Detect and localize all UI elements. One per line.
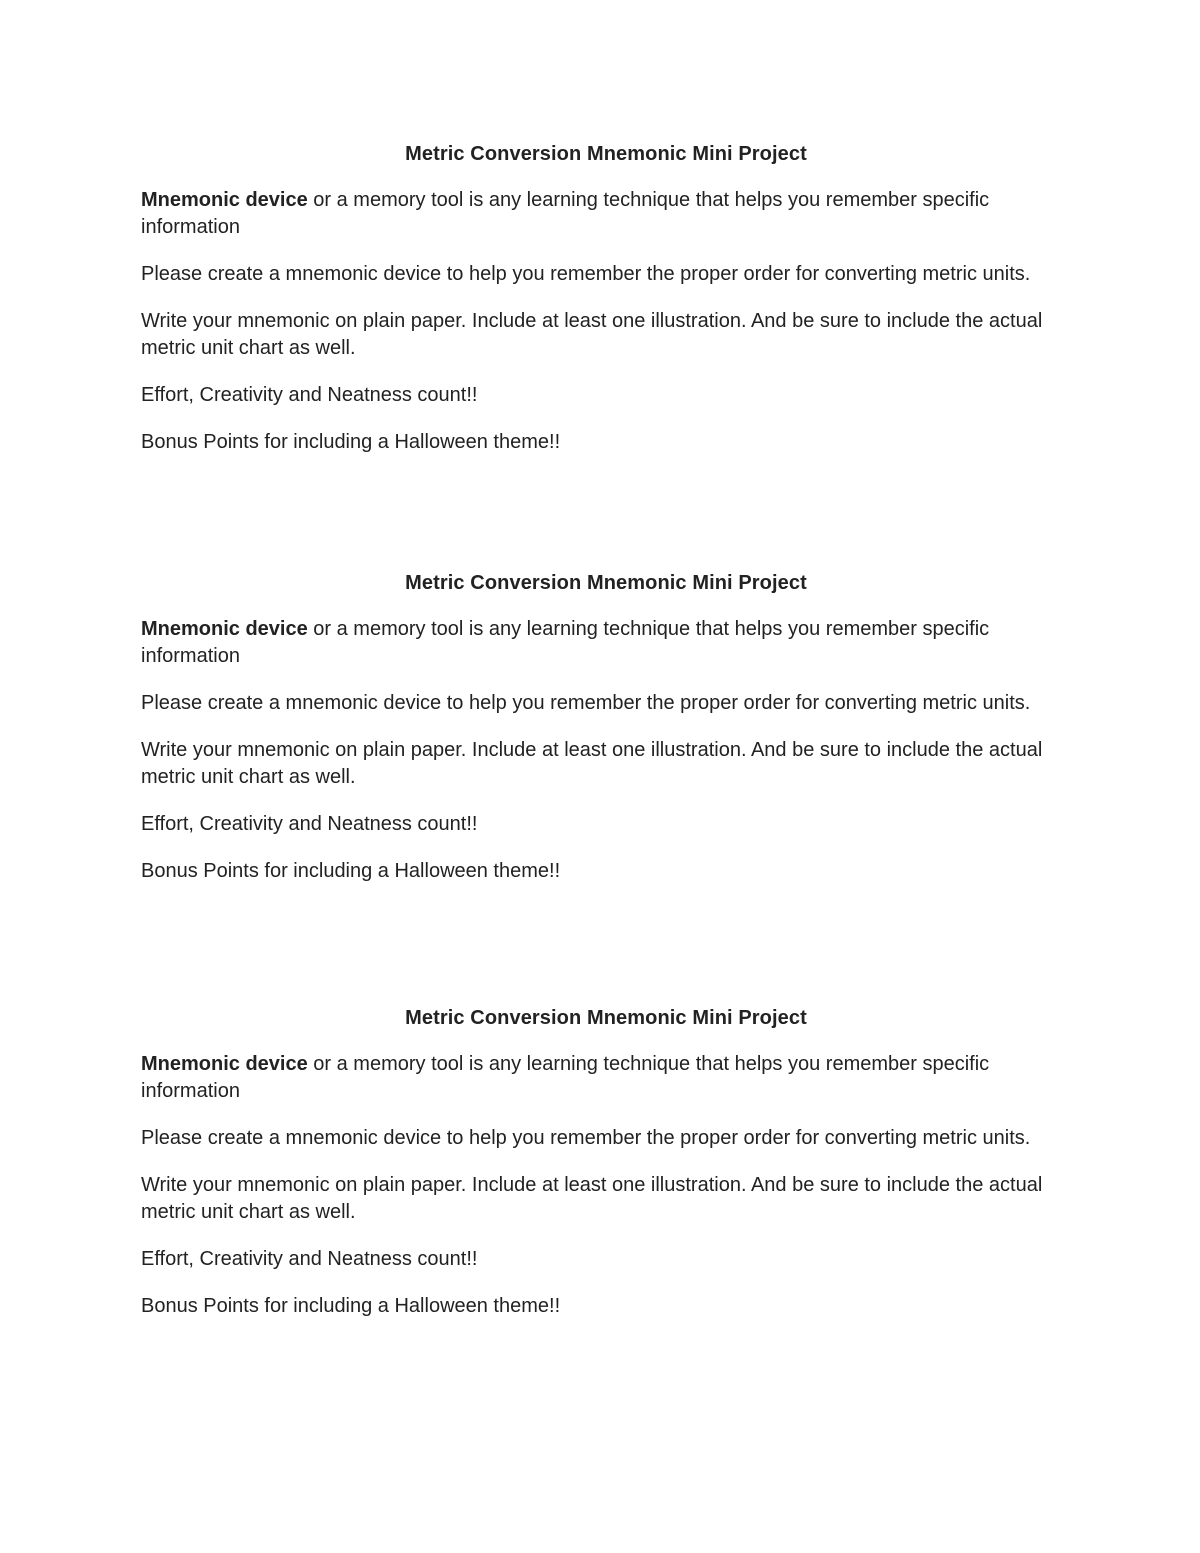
definition-paragraph	[141, 1051, 1071, 1105]
bonus-paragraph: Bonus Points for including a Halloween theme!!	[141, 1295, 561, 1317]
criteria-paragraph: Effort, Creativity and Neatness count!!	[141, 384, 478, 406]
definition-text: or a memory tool is any learning technique that helps you remember specific information	[141, 618, 990, 667]
project-section-1	[141, 141, 1071, 456]
project-section-3	[141, 1005, 1071, 1320]
instruction-paragraph: Please create a mnemonic device to help you remember the proper order for converting metric units.	[141, 263, 1031, 285]
bonus-paragraph: Bonus Points for including a Halloween theme!!	[141, 860, 561, 882]
definition-text: or a memory tool is any learning technique that helps you remember specific information	[141, 189, 990, 238]
requirements-paragraph: Write your mnemonic on plain paper. Include at least one illustration. And be sure to include the actual metric unit chart as well.	[141, 739, 1043, 788]
instruction-paragraph: Please create a mnemonic device to help you remember the proper order for converting metric units.	[141, 1127, 1031, 1149]
definition-term: Mnemonic device	[141, 1053, 308, 1075]
section-title: Metric Conversion Mnemonic Mini Project	[405, 143, 807, 165]
definition-paragraph	[141, 187, 1071, 241]
project-section-2	[141, 570, 1071, 885]
instruction-paragraph: Please create a mnemonic device to help you remember the proper order for converting metric units.	[141, 692, 1031, 714]
criteria-paragraph: Effort, Creativity and Neatness count!!	[141, 1248, 478, 1270]
section-title: Metric Conversion Mnemonic Mini Project	[405, 572, 807, 594]
bonus-paragraph: Bonus Points for including a Halloween theme!!	[141, 431, 561, 453]
requirements-paragraph: Write your mnemonic on plain paper. Include at least one illustration. And be sure to include the actual metric unit chart as well.	[141, 310, 1043, 359]
definition-paragraph	[141, 616, 1071, 670]
definition-text: or a memory tool is any learning technique that helps you remember specific information	[141, 1053, 990, 1102]
definition-term: Mnemonic device	[141, 618, 308, 640]
section-title: Metric Conversion Mnemonic Mini Project	[405, 1007, 807, 1029]
definition-term: Mnemonic device	[141, 189, 308, 211]
criteria-paragraph: Effort, Creativity and Neatness count!!	[141, 813, 478, 835]
requirements-paragraph: Write your mnemonic on plain paper. Include at least one illustration. And be sure to include the actual metric unit chart as well.	[141, 1174, 1043, 1223]
